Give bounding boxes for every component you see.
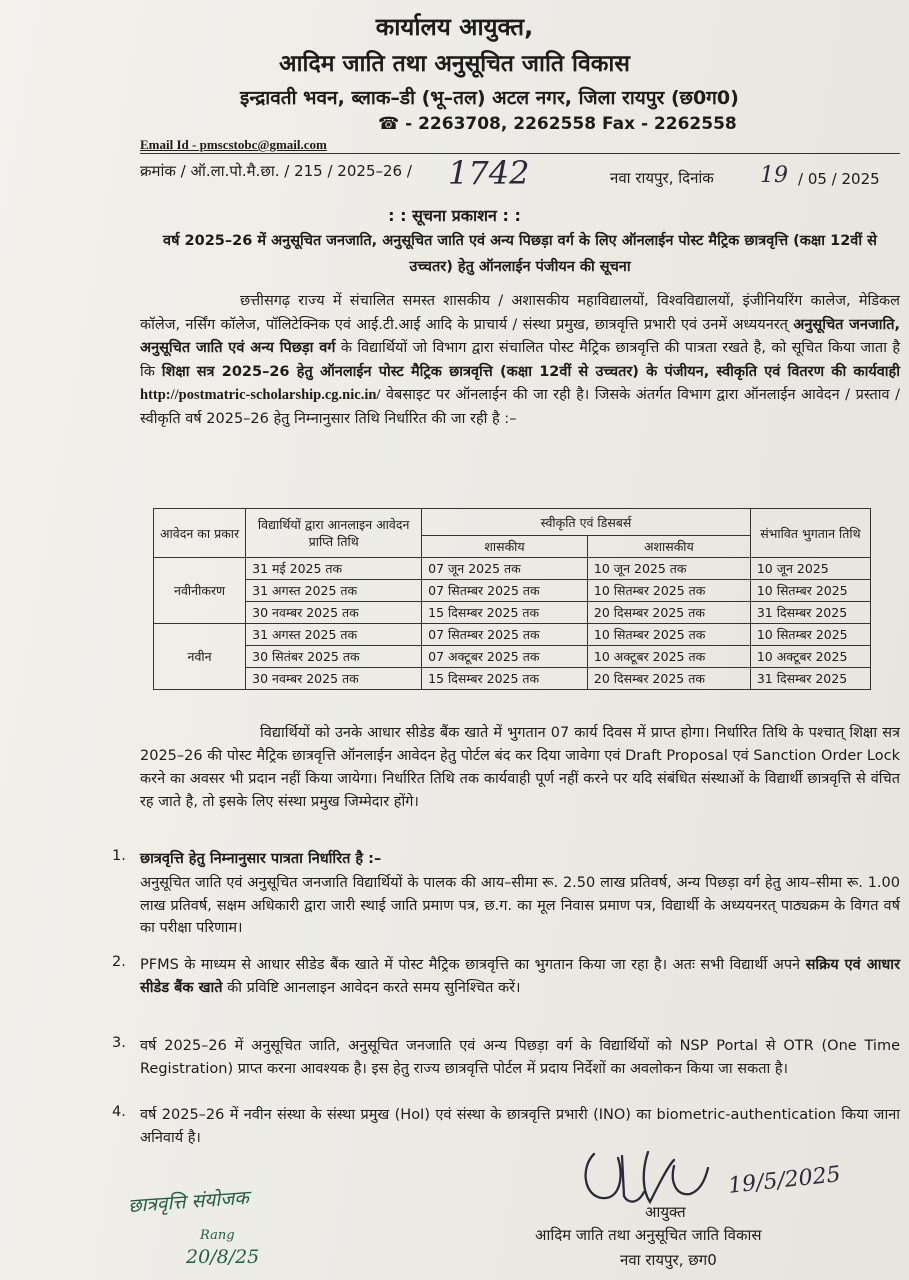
- nongov-date: 20 दिसम्बर 2025 तक: [587, 668, 750, 690]
- header-non-government: अशासकीय: [587, 536, 750, 558]
- handwritten-initials: Rang: [200, 1228, 235, 1243]
- header-payment-date: संभावित भुगतान तिथि: [750, 509, 870, 558]
- point-3-text: वर्ष 2025–26 में अनुसूचित जाति, अनुसूचित जनजाति एवं अन्य पिछड़ा वर्ग के विद्यार्थियों को NSP Portal से OTR (One Time Registration) प्राप्त करना आवश्यक है। इस हेतु राज्य छात्रवृत्ति पोर्टल में प्रदाय निर्देशों का अवलोकन किया जा सकता है।: [140, 1038, 900, 1077]
- point-1-title: छात्रवृत्ति हेतु निम्नानुसार पात्रता निर्धारित है :–: [140, 851, 382, 867]
- point-2-number: 2.: [112, 954, 126, 970]
- point-2-post: की प्रविष्टि आनलाइन आवेदन करते समय सुनिश्चित करें।: [227, 979, 521, 996]
- intro-paragraph: [140, 290, 900, 431]
- gov-date: 07 जून 2025 तक: [422, 558, 588, 580]
- signatory-city: नवा रायपुर, छग0: [620, 1251, 717, 1269]
- nongov-date: 20 दिसम्बर 2025 तक: [587, 602, 750, 624]
- payment-date: 31 दिसम्बर 2025: [750, 602, 870, 624]
- receipt-date: 30 नवम्बर 2025 तक: [246, 668, 422, 690]
- table-row: [154, 558, 871, 580]
- intro-bold-2: शिक्षा सत्र 2025–26 हेतु ऑनलाईन पोस्ट मैट्रिक छात्रवृत्ति (कक्षा 12वीं से उच्चतर) के पंजीयन, स्वीकृति एवं वितरण की कार्यवाही: [161, 363, 901, 380]
- point-3-number: 3.: [112, 1035, 126, 1051]
- intro-text-3: वेबसाइट पर ऑनलाईन की जा रही है। जिसके अंतर्गत विभाग द्वारा ऑनलाईन आवेदन / प्रस्ताव / स्वीकृति वर्ष 2025–26 हेतु निम्नानुसार तिथि निर्धारित की जा रही है :–: [140, 387, 900, 427]
- point-4-text: वर्ष 2025–26 में नवीन संस्था के संस्था प्रमुख (HoI) एवं संस्था के छात्रवृत्ति प्रभारी (INO) का biometric-authentication किया जाना अनिवार्य है।: [140, 1107, 900, 1146]
- payment-date: 10 जून 2025: [750, 558, 870, 580]
- payment-date: 10 सितम्बर 2025: [750, 624, 870, 646]
- header-sanction-disburse: स्वीकृति एवं डिसबर्स: [422, 509, 751, 536]
- department-title: आदिम जाति तथा अनुसूचित जाति विकास: [279, 51, 630, 77]
- notice-title: : : सूचना प्रकाशन : :: [388, 206, 521, 225]
- application-type-renewal: नवीनीकरण: [154, 558, 246, 624]
- office-title: कार्यालय आयुक्त,: [375, 13, 534, 41]
- subject: वर्ष 2025–26 में अनुसूचित जनजाति, अनुसूचित जाति एवं अन्य पिछड़ा वर्ग के लिए ऑनलाईन पोस्ट मैट्रिक छात्रवृत्ति (कक्षा 12वीं से उच्चतर) हेतु ऑनलाईन पंजीयन की सूचना: [163, 233, 877, 275]
- commissioner-signature: [578, 1146, 728, 1208]
- table-row: [154, 602, 871, 624]
- point-2-text: [140, 954, 900, 999]
- office-address: इन्द्रावती भवन, ब्लाक–डी (भू–तल) अटल नगर, जिला रायपुर (छ0ग0): [240, 87, 739, 109]
- schedule-table: [153, 508, 871, 690]
- intro-text-1: छत्तीसगढ़ राज्य में संचालित समस्त शासकीय / अशासकीय महाविद्यालयों, विश्वविद्यालयों, इंजीनियरिंग कालेज, मेडिकल कॉलेज, नर्सिंग कॉलेज, पॉलिटेक्निक एवं आई.टी.आई आदि के प्राचार्य / संस्था प्रमुख, छात्रवृत्ति प्रभारी एवं उनमें अध्ययनरत्: [140, 293, 900, 333]
- scholarship-url: http://postmatric-scholarship.cg.nic.in/: [140, 387, 381, 403]
- gov-date: 15 दिसम्बर 2025 तक: [422, 602, 588, 624]
- intro-text-2: के विद्यार्थियों जो विभाग द्वारा संचालित पोस्ट मैट्रिक छात्रवृत्ति की पात्रता रखते है, को सूचित किया जाता है कि: [140, 340, 901, 380]
- signatory-department: आदिम जाति तथा अनुसूचित जाति विकास: [535, 1226, 762, 1244]
- gov-date: 07 सितम्बर 2025 तक: [422, 624, 588, 646]
- receipt-date: 30 नवम्बर 2025 तक: [246, 602, 422, 624]
- telephone-icon: ☎: [378, 114, 400, 134]
- receipt-date: 31 अगस्त 2025 तक: [246, 624, 422, 646]
- payment-date: 10 अक्टूबर 2025: [750, 646, 870, 668]
- payment-date: 31 दिसम्बर 2025: [750, 668, 870, 690]
- header-receipt-date: विद्यार्थियों द्वारा आनलाइन आवेदन प्राप्ति तिथि: [246, 509, 422, 558]
- receipt-date: 31 मई 2025 तक: [246, 558, 422, 580]
- handwritten-note: छात्रवृत्ति संयोजक: [127, 1186, 250, 1218]
- application-type-new: नवीन: [154, 624, 246, 690]
- phone-line: [378, 114, 737, 134]
- table-row: [154, 624, 871, 646]
- reference-number: क्रमांक / ऑ.ला.पो.मै.छा. / 215 / 2025–26 /: [140, 162, 412, 180]
- phone-numbers: - 2263708, 2262558 Fax - 2262558: [405, 114, 737, 134]
- handwritten-day: 19: [760, 163, 788, 188]
- handwritten-note-date: 20/8/25: [186, 1246, 260, 1268]
- header-application-type: आवेदन का प्रकार: [154, 509, 246, 558]
- header-government: शासकीय: [422, 536, 588, 558]
- signature-date: 19/5/2025: [727, 1162, 842, 1199]
- point-4-number: 4.: [112, 1104, 126, 1120]
- payment-date: 10 सितम्बर 2025: [750, 580, 870, 602]
- month-year: / 05 / 2025: [798, 170, 880, 188]
- intro-bold-1: अनुसूचित जनजाति, अनुसूचित जाति एवं अन्य पिछड़ा वर्ग: [140, 316, 901, 356]
- nongov-date: 10 अक्टूबर 2025 तक: [587, 646, 750, 668]
- gov-date: 07 सितम्बर 2025 तक: [422, 580, 588, 602]
- nongov-date: 10 सितम्बर 2025 तक: [587, 580, 750, 602]
- point-2-bold: सक्रिय एवं आधार सीडेड बैंक खाते: [140, 957, 900, 996]
- table-row: [154, 580, 871, 602]
- handwritten-reference-number: 1742: [448, 154, 530, 192]
- receipt-date: 31 अगस्त 2025 तक: [246, 580, 422, 602]
- gov-date: 07 अक्टूबर 2025 तक: [422, 646, 588, 668]
- receipt-date: 30 सितंबर 2025 तक: [246, 646, 422, 668]
- table-row: [154, 668, 871, 690]
- table-row: [154, 646, 871, 668]
- point-2-pre: PFMS के माध्यम से आधार सीडेड बैंक खाते में पोस्ट मैट्रिक छात्रवृत्ति का भुगतान किया जा रहा है। अतः सभी विद्यार्थी अपने: [140, 957, 801, 973]
- nongov-date: 10 जून 2025 तक: [587, 558, 750, 580]
- place-date-prefix: नवा रायपुर, दिनांक: [610, 169, 714, 187]
- gov-date: 15 दिसम्बर 2025 तक: [422, 668, 588, 690]
- after-table-paragraph: विद्यार्थियों को उनके आधार सीडेड बैंक खाते में भुगतान 07 कार्य दिवस में प्राप्त होगा। निर्धारित तिथि के पश्चात् शिक्षा सत्र 2025–26 की पोस्ट मैट्रिक छात्रवृत्ति ऑनलाईन आवेदन हेतु पोर्टल बंद कर दिया जावेगा एवं Draft Proposal एवं Sanction Order Lock करने का अवसर भी प्रदान नहीं किया जायेगा। निर्धारित तिथि तक कार्यवाही पूर्ण नहीं करने पर यदि संबंधित संस्थाओं के विद्यार्थी छात्रवृत्ति से वंचित रह जाते है, तो इसके लिए संस्था प्रमुख जिम्मेदार होंगे।: [140, 725, 900, 810]
- signatory-designation: आयुक्त: [645, 1203, 686, 1221]
- nongov-date: 10 सितम्बर 2025 तक: [587, 624, 750, 646]
- point-1-text: अनुसूचित जाति एवं अनुसूचित जनजाति विद्यार्थियों के पालक की आय–सीमा रू. 2.50 लाख प्रतिवर्ष, अन्य पिछड़ा वर्ग हेतु आय–सीमा रू. 1.00 लाख प्रतिवर्ष, सक्षम अधिकारी द्वारा जारी स्थाई जाति प्रमाण पत्र, छ.ग. का मूल निवास प्रमाण पत्र, विद्यार्थी के अध्ययनरत् पाठ्यक्रम के विगत वर्ष का परीक्षा परिणाम।: [140, 875, 900, 936]
- email-line: Email Id - pmscstobc@gmail.com: [140, 137, 327, 152]
- point-1-number: 1.: [112, 848, 126, 864]
